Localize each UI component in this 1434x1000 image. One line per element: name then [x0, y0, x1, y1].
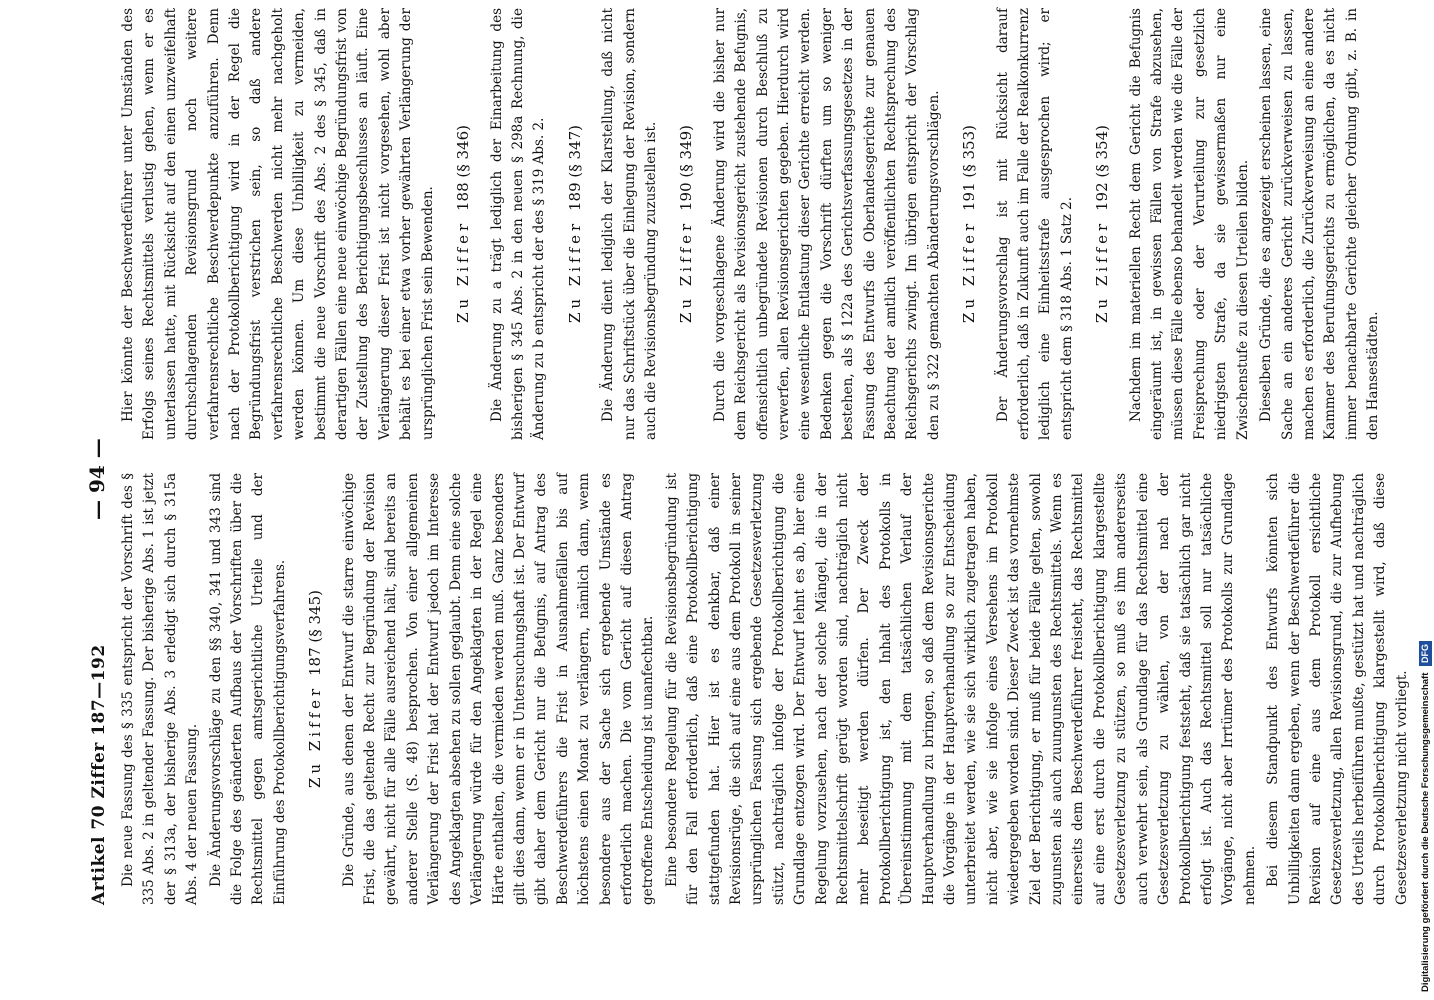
heading-label: Zu Ziffer — [960, 219, 979, 324]
heading-label: Zu Ziffer — [565, 219, 584, 324]
right-column — [118, 8, 1382, 440]
paragraph: Die Änderungsvorschläge zu den §§ 340, 341 und 343 sind die Folge des geänderten Aufbaus der Vorschriften über die Rechtsmittel gegen amtsgerichtliche Urteile und der Einführung des Protokollberichtigungsverfahrens. — [207, 473, 288, 905]
heading-label: Zu Ziffer — [306, 684, 325, 789]
paragraph: Die Änderung dient lediglich der Klarstellung, daß nicht nur das Schriftstück über die Einlegung der Revision, sondern auch die Revisionsbegründung zuzustellen ist. — [600, 8, 659, 440]
paragraph: Durch die vorgeschlagene Änderung wird die bisher nur dem Reichsgericht als Revisionsgericht zustehende Befugnis, offensichtlich unbegründete Revisionen durch Beschluß zu verwerfen, allen Revisionsgerichten gegeben. Hierdurch wird eine wesentliche Entlastung dieser Gerichte erreicht werden. Bedenken gegen die Vorschrift dürften um so weniger bestehen, als § 122a des Gerichtsverfassungsgesetzes in der Fassung des Entwurfs die Oberlandesgerichte zur genauen Beachtung der amtlich veröffentlichten Rechtsprechung des Reichsgerichts zwingt. Im übrigen entspricht der Vorschlag den zu § 322 gemachten Abänderungsvorschlägen. — [711, 8, 942, 440]
heading-number: 189 (§ 347) — [565, 124, 584, 211]
paragraph: Die neue Fassung des § 335 entspricht der Vorschrift des § 335 Abs. 2 in geltender Fassung. Der bisherige Abs. 1 ist jetzt der § 313a, der bisherige Abs. 3 erledigt sich durch § 315a Abs. 4 der neuen Fassung. — [120, 473, 201, 905]
funding-note — [1418, 0, 1434, 1000]
digitization-sidebar — [1418, 0, 1434, 1000]
dfg-logo: DFG — [1419, 641, 1432, 666]
left-column — [118, 473, 1410, 905]
paragraph: Der Änderungsvorschlag ist mit Rücksicht darauf erforderlich, daß in Zukunft auch im Falle der Realkonkurrenz lediglich eine Einheitsstrafe ausgesprochen wird; er entspricht dem § 318 Abs. 1 Satz 2. — [994, 8, 1075, 440]
heading-number: 190 (§ 349) — [677, 124, 696, 211]
heading-number: 188 (§ 346) — [454, 124, 473, 211]
header-section-ref: Artikel 70 Ziffer 187—192 — [89, 644, 109, 905]
paragraph: Eine besondere Regelung für die Revisionsbegründung ist für den Fall erforderlich, daß eine Protokollberichtigung stattgefunden hat. Hier ist es denkbar, daß einer Revisionsrüge, die sich auf eine aus dem Protokoll in seiner ursprünglichen Fassung sich ergebende Gesetzesverletzung stützt, nachträglich infolge der Protokollberichtigung die Grundlage entzogen wird. Der Entwurf lehnt es ab, hier eine Regelung vorzusehen, nach der solche Mängel, die in der Rechtsmittelschrift gerügt worden sind, nachträglich nicht mehr beseitigt werden dürfen. Der Zweck der Protokollberichtigung ist, den Inhalt des Protokolls in Übereinstimmung mit dem tatsächlichen Verlauf der Hauptverhandlung zu bringen, so daß dem Revisionsgerichte die Vorgänge in der Hauptverhandlung so zur Entscheidung unterbreitet werden, wie sie sich wirklich zugetragen haben, nicht aber, wie sie infolge eines Versehens im Protokoll wiedergegeben worden sind. Dieser Zweck ist das vornehmste Ziel der Berichtigung, er muß für beide Fälle gelten, sowohl zugunsten als auch zuungunsten des Rechtsmittels. Wenn es einerseits dem Beschwerdeführer freisteht, das Rechtsmittel auf eine erst durch die Protokollberichtigung klargestellte Gesetzesverletzung zu stützen, so muß es ihm andererseits auch verwehrt sein, als Grundlage für das Rechtsmittel eine Gesetzesverletzung zu wählen, von der nach der Protokollberichtigung feststeht, daß sie tatsächlich gar nicht erfolgt ist. Auch das Rechtsmittel soll nur tatsächliche Vorgänge, nicht aber Irrtümer des Protokolls zur Grundlage nehmen. — [663, 473, 1258, 905]
funding-text: Digitalisierung gefördert durch die Deutsche Forschungsgemeinschaft — [1420, 672, 1431, 992]
page-number: — 94 — — [85, 438, 109, 520]
heading-number: 187 (§ 345) — [306, 589, 325, 676]
section-heading — [676, 8, 697, 440]
section-heading — [1092, 8, 1113, 440]
heading-number: 192 (§ 354) — [1093, 124, 1112, 211]
section-heading — [565, 8, 586, 440]
heading-number: 191 (§ 353) — [960, 124, 979, 211]
page-header — [85, 95, 115, 905]
section-heading — [453, 8, 474, 440]
section-heading — [305, 473, 326, 905]
heading-label: Zu Ziffer — [454, 219, 473, 324]
paragraph: Dieselben Gründe, die es angezeigt erscheinen lassen, eine Sache an ein anderes Gericht zurückverweisen zu lassen, machen es erforderlich, die Zurückverweisung an eine andere Kammer des Berufungsgerichts zu ermöglichen, da es nicht immer benachbarte Gerichte gleicher Ordnung gibt, z. B. in den Hansestädten. — [1258, 8, 1382, 440]
paragraph: Die Änderung zu a trägt lediglich der Einarbeitung des bisherigen § 345 Abs. 2 in den neuen § 298a Rechnung, die Änderung zu b entspricht der des § 319 Abs. 2. — [488, 8, 548, 440]
heading-label: Zu Ziffer — [677, 219, 696, 324]
paragraph: Die Gründe, aus denen der Entwurf die starre einwöchige Frist, die das geltende Recht zur Begründung der Revision gewährt, nicht für alle Fälle ausreichend hält, sind bereits an anderer Stelle (S. 48) besprochen. Von einer allgemeinen Verlängerung der Frist hat der Entwurf jedoch im Interesse des Angeklagten absehen zu sollen geglaubt. Denn eine solche Verlängerung würde für den Angeklagten in der Regel eine Härte enthalten, die vermieden werden muß. Ganz besonders gilt dies dann, wenn er in Untersuchungshaft ist. Der Entwurf gibt daher dem Gericht nur die Befugnis, auf Antrag des Beschwerdeführers die Frist in Ausnahmefällen bis auf höchstens einen Monat zu verlängern, nämlich dann, wenn besondere aus der Sache sich ergebende Umstände es erforderlich machen. Die vom Gericht auf diesen Antrag getroffene Entscheidung ist unanfechtbar. — [340, 473, 657, 905]
heading-label: Zu Ziffer — [1093, 219, 1112, 324]
paragraph: Nachdem im materiellen Recht dem Gericht die Befugnis eingeräumt ist, in gewissen Fällen von Strafe abzusehen, müssen diese Fälle ebenso behandelt werden wie die Fälle der Freisprechung oder der Verurteilung zur gesetzlich niedrigsten Strafe, da sie gewissermaßen nur eine Zwischenstufe zu diesen Urteilen bilden. — [1127, 8, 1251, 440]
paragraph: Hier könnte der Beschwerdeführer unter Umständen des Erfolgs seines Rechtsmittels verlustig gehen, wenn er es unterlassen hatte, mit Rücksicht auf den einen unzweifelhaft durchschlagenden Revisionsgrund noch weitere verfahrensrechtliche Beschwerdepunkte anzuführen. Denn nach der Protokollberichtigung wird in der Regel die Begründungsfrist verstrichen sein, so daß andere verfahrensrechtliche Beschwerden nicht mehr nachgeholt werden können. Um diese Unbilligkeit zu vermeiden, bestimmt die neue Vorschrift des Abs. 2 des § 345, daß in derartigen Fällen eine neue einwöchige Begründungsfrist von der Zustellung des Berichtigungsbeschlusses an läuft. Eine Verlängerung dieser Frist ist nicht vorgesehen, wohl aber behält es bei einer etwa vorher gewährten Verlängerung der ursprünglichen Frist sein Bewenden. — [120, 8, 436, 440]
section-heading — [959, 8, 980, 440]
paragraph: Bei diesem Standpunkt des Entwurfs könnten sich Unbilligkeiten dann ergeben, wenn der Beschwerdeführer die Revision auf eine aus dem Protokoll ersichtliche Gesetzesverletzung, allen Revisionsgrund, die zur Aufhebung des Urteils herbeiführen mußte, gestützt hat und nachträglich durch Protokollberichtigung klargestellt wird, daß diese Gesetzesverletzung nicht vorliegt. — [1265, 473, 1410, 905]
